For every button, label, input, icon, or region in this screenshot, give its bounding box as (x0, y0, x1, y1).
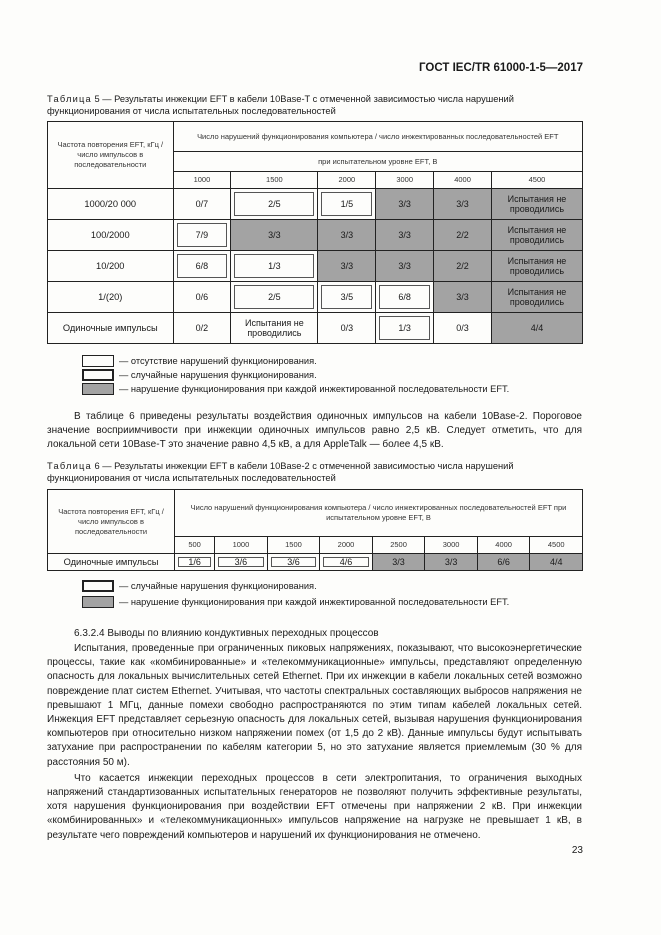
table5-cell: 3/3 (434, 282, 492, 313)
table6-level: 2500 (372, 537, 425, 554)
table5-cell: 3/3 (434, 189, 492, 220)
table5-row (48, 251, 583, 282)
legend-hatched-swatch (82, 369, 114, 381)
table5-cell: 3/5 (318, 282, 376, 313)
table5-cell: 0/3 (434, 313, 492, 344)
table5-row (48, 282, 583, 313)
table5-sub-head: при испытательном уровне EFT, В (173, 152, 583, 172)
table6-legend (82, 578, 509, 610)
table6-cell: 4/6 (320, 554, 373, 571)
table6-row (48, 554, 583, 571)
table5-row (48, 220, 583, 251)
table6-cell: 3/3 (425, 554, 478, 571)
paragraph-1 (47, 410, 582, 453)
table5-cell: Испытания не проводились (491, 282, 582, 313)
table5-cell: 1/5 (318, 189, 376, 220)
table5-row-label: 1000/20 000 (48, 189, 174, 220)
table6-group-head: Число нарушений функционирования компьютера / число инжектированных последовательностей EFT при испытательном уровне EFT, В (175, 490, 583, 537)
table6-cell: 1/6 (175, 554, 215, 571)
table6-caption-text: 6 — Результаты инжекции EFT в кабели 10Base-2 с отмеченной зависимостью числа нарушений функционирования от числа испытательных последовательностей (47, 461, 514, 483)
table5-label: Таблица (47, 94, 92, 104)
table6-level: 3000 (425, 537, 478, 554)
table5-row-label: 10/200 (48, 251, 174, 282)
table5-cell: 0/6 (173, 282, 231, 313)
table5-row (48, 313, 583, 344)
section-heading: 6.3.2.4 Выводы по влиянию кондуктивных переходных процессов (74, 628, 379, 639)
table5-caption-text: 5 — Результаты инжекции EFT в кабели 10Base-T с отмеченной зависимостью числа нарушений функционирования от числа испытательных последовательностей (47, 94, 514, 116)
legend-text: — случайные нарушения функционирования. (119, 370, 317, 380)
table6-cell: 6/6 (477, 554, 530, 571)
table6-row-label: Одиночные импульсы (48, 554, 175, 571)
paragraph-2-text: Испытания, проведенные при ограниченных пиковых напряжениях, показывают, что высокоэнергетические процессы, такие как «комбинированные» и «телекоммуникационные» импульсы, представляют определенную опасность для локальных вычислительных сетей Ethernet. При их инжекции в кабели локальных сетей возможно повреждение плат систем Ethernet. Учитывая, что частоты спектральных составляющих выбросов напряжения не превышают 1 МГц, данные помехи свободно распространяются по этим типам кабелей локальных сетей. Инжекция EFT представляет серьезную опасность для локальных сетей, вызывая нарушения функционирования компьютеров при относительно низком напряжении помех (от 1,5 до 2 кВ). Данные импульсы будут испытывать затухание при распространении по кабелям категории 5, но это затухание является приемлемым (30 % для расстояния 50 м). (47, 643, 582, 768)
table5-cell: 1/3 (231, 251, 318, 282)
table5-cell: 3/3 (376, 220, 434, 251)
table5-cell: 2/2 (434, 251, 492, 282)
table6-label: Таблица (47, 461, 92, 471)
table5-cell: 3/3 (376, 189, 434, 220)
legend-gray-swatch (82, 596, 114, 608)
legend-row (82, 594, 509, 610)
table5-cell: 0/3 (318, 313, 376, 344)
legend-text: — нарушение функционирования при каждой инжектированной последовательности EFT. (119, 597, 510, 607)
table5-cell: 2/2 (434, 220, 492, 251)
table6-level: 4500 (530, 537, 583, 554)
legend-text: — нарушение функционирования при каждой инжектированной последовательности EFT. (119, 384, 510, 394)
table5-cell: Испытания не проводились (491, 189, 582, 220)
table6-cell: 3/3 (372, 554, 425, 571)
table5-cell: 6/8 (376, 282, 434, 313)
table6-cell: 3/6 (215, 554, 268, 571)
legend-row (82, 368, 509, 382)
table6-col-head: Частота повторения EFT, кГц / число импульсов в последовательности (48, 490, 175, 554)
legend-gray-swatch (82, 383, 114, 395)
table5-cell: 2/5 (231, 189, 318, 220)
legend-row (82, 382, 509, 396)
table5-row-label: 100/2000 (48, 220, 174, 251)
table6-level: 2000 (320, 537, 373, 554)
table5-level: 3000 (376, 172, 434, 189)
table5-cell: 3/3 (231, 220, 318, 251)
table5-cell: 0/7 (173, 189, 231, 220)
table6-level: 4000 (477, 537, 530, 554)
table5-row-label: Одиночные импульсы (48, 313, 174, 344)
paragraph-1-text: В таблице 6 приведены результаты воздействия одиночных импульсов на кабели 10Base-2. Пороговое значение восприимчивости при инжекции одиночных импульсов равно 2,5 кВ. Следует отметить, что для локальной сети 10Base-T это значение равно 4,5 кВ, а для AppleTalk — более 4,5 кВ. (47, 411, 582, 451)
table5-row (48, 189, 583, 220)
table6-level: 1500 (267, 537, 320, 554)
table6-level: 1000 (215, 537, 268, 554)
table5-cell: 3/3 (376, 251, 434, 282)
table5-cell: 7/9 (173, 220, 231, 251)
table6-cell: 3/6 (267, 554, 320, 571)
table5-cell: Испытания не проводились (491, 251, 582, 282)
table5-group-head: Число нарушений функционирования компьютера / число инжектированных последовательностей EFT (173, 122, 583, 152)
legend-white-swatch (82, 355, 114, 367)
table5-cell: 0/2 (173, 313, 231, 344)
table5-cell: 2/5 (231, 282, 318, 313)
table5-cell: 6/8 (173, 251, 231, 282)
table6-level: 500 (175, 537, 215, 554)
page-number: 23 (571, 845, 583, 856)
table5-cell: 3/3 (318, 220, 376, 251)
table6 (47, 489, 583, 571)
table5-level: 2000 (318, 172, 376, 189)
table5-legend (82, 354, 509, 396)
legend-hatched-swatch (82, 580, 114, 592)
paragraph-3-text: Что касается инжекции переходных процессов в сети электропитания, то ограничения выходных напряжений стандартизованных испытательных генераторов не позволяют получить эффективные результаты, хотя нарушения функционирования при воздействии EFT отмечены при напряжении 2 кВ. При инжекции «комбинированных» и «телекоммуникационных» импульсов напряжение на нагрузке не превышает 1 кВ, в результате чего повреждений компьютеров и нарушений их функционирования не отмечено. (47, 772, 582, 841)
table5-level: 1000 (173, 172, 231, 189)
table5-level: 1500 (231, 172, 318, 189)
document-code: ГОСТ IEC/TR 61000-1-5—2017 (419, 62, 583, 74)
legend-row (82, 354, 509, 368)
table5-cell: 3/3 (318, 251, 376, 282)
table5-level: 4500 (491, 172, 582, 189)
paragraph-2 (47, 642, 582, 843)
legend-text: — случайные нарушения функционирования. (119, 581, 317, 591)
legend-row (82, 578, 509, 594)
table5-row-label: 1/(20) (48, 282, 174, 313)
table5 (47, 121, 583, 344)
table5-caption (47, 93, 587, 117)
table5-cell: Испытания не проводились (491, 220, 582, 251)
table5-col-head: Частота повторения EFT, кГц / число импульсов в последовательности (48, 122, 174, 189)
table5-level: 4000 (434, 172, 492, 189)
table5-cell: 4/4 (491, 313, 582, 344)
table6-cell: 4/4 (530, 554, 583, 571)
table5-cell: Испытания не проводились (231, 313, 318, 344)
legend-text: — отсутствие нарушений функционирования. (119, 356, 317, 366)
table5-cell: 1/3 (376, 313, 434, 344)
table6-caption (47, 460, 587, 484)
